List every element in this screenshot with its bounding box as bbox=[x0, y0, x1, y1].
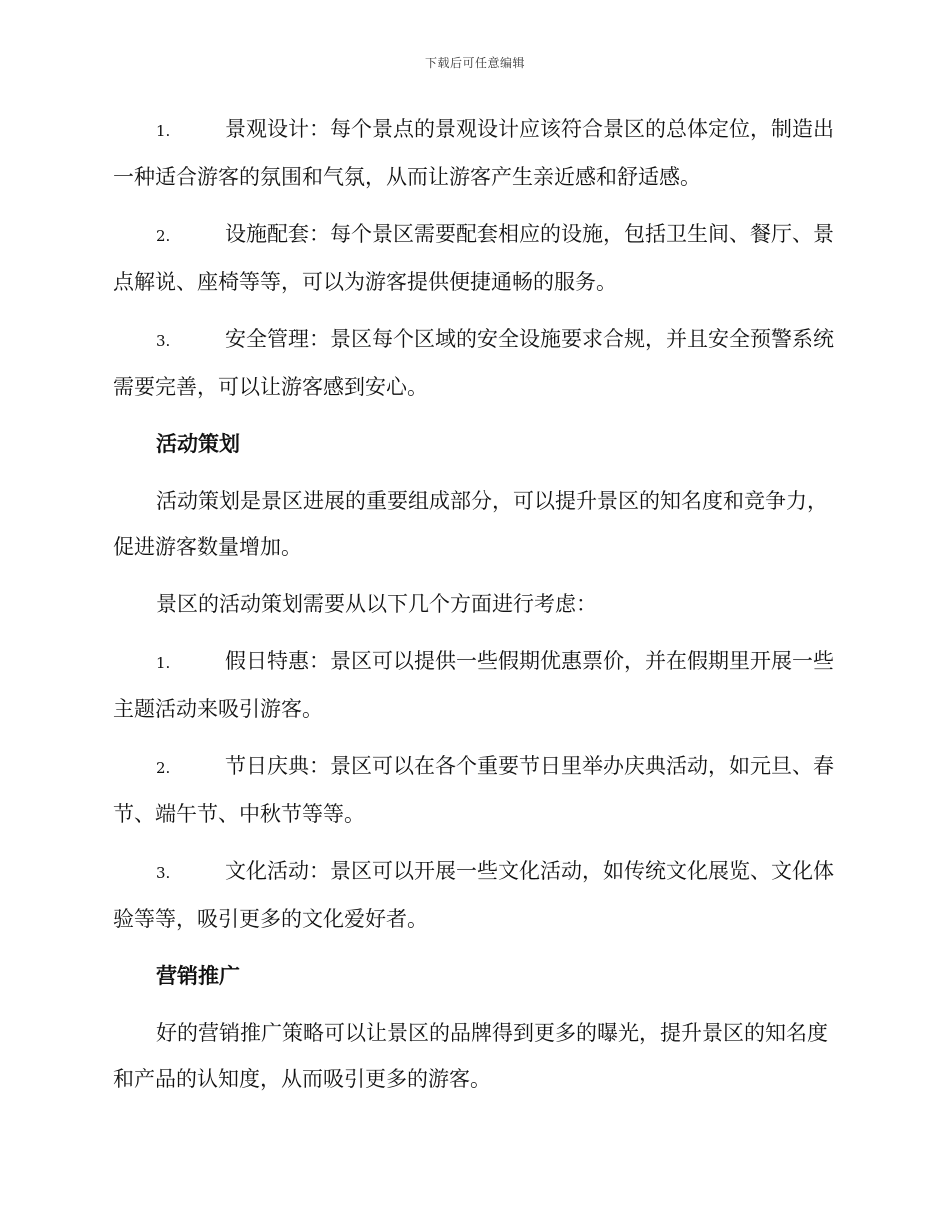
list-number: 3. bbox=[156, 332, 171, 350]
paragraph: 活动策划是景区进展的重要组成部分，可以提升景区的知名度和竞争力，促进游客数量增加。 bbox=[113, 489, 828, 559]
list-item bbox=[113, 106, 835, 200]
list-text: 假日特惠：景区可以提供一些假期优惠票价，并在假期里开展一些主题活动来吸引游客。 bbox=[113, 649, 834, 721]
list-number: 1. bbox=[156, 654, 171, 672]
list-item bbox=[113, 848, 835, 942]
list-text: 景观设计：每个景点的景观设计应该符合景区的总体定位，制造出一种适合游客的氛围和气氛，从而让游客产生亲近感和舒适感。 bbox=[113, 117, 834, 189]
section-heading: 活动策划 bbox=[156, 432, 240, 456]
paragraph: 景区的活动策划需要从以下几个方面进行考虑： bbox=[156, 592, 597, 616]
list-item bbox=[113, 638, 835, 732]
list-text: 文化活动：景区可以开展一些文化活动，如传统文化展览、文化体验等等，吸引更多的文化爱好者。 bbox=[113, 859, 834, 931]
paragraph: 好的营销推广策略可以让景区的品牌得到更多的曝光，提升景区的知名度和产品的认知度，从而吸引更多的游客。 bbox=[113, 1021, 828, 1091]
list-number: 2. bbox=[156, 227, 171, 245]
document-body bbox=[113, 106, 835, 1113]
list-text: 节日庆典：景区可以在各个重要节日里举办庆典活动，如元旦、春节、端午节、中秋节等等。 bbox=[113, 754, 834, 826]
list-item bbox=[113, 743, 835, 837]
list-text: 设施配套：每个景区需要配套相应的设施，包括卫生间、餐厅、景点解说、座椅等等，可以为游客提供便捷通畅的服务。 bbox=[113, 222, 834, 294]
page-header: 下载后可任意编辑 bbox=[424, 56, 525, 70]
section-heading: 营销推广 bbox=[156, 964, 240, 988]
list-number: 1. bbox=[156, 122, 171, 140]
list-item bbox=[113, 211, 835, 305]
list-number: 3. bbox=[156, 864, 171, 882]
list-item bbox=[113, 316, 835, 410]
list-number: 2. bbox=[156, 759, 171, 777]
list-text: 安全管理：景区每个区域的安全设施要求合规，并且安全预警系统需要完善，可以让游客感到安心。 bbox=[113, 327, 834, 399]
